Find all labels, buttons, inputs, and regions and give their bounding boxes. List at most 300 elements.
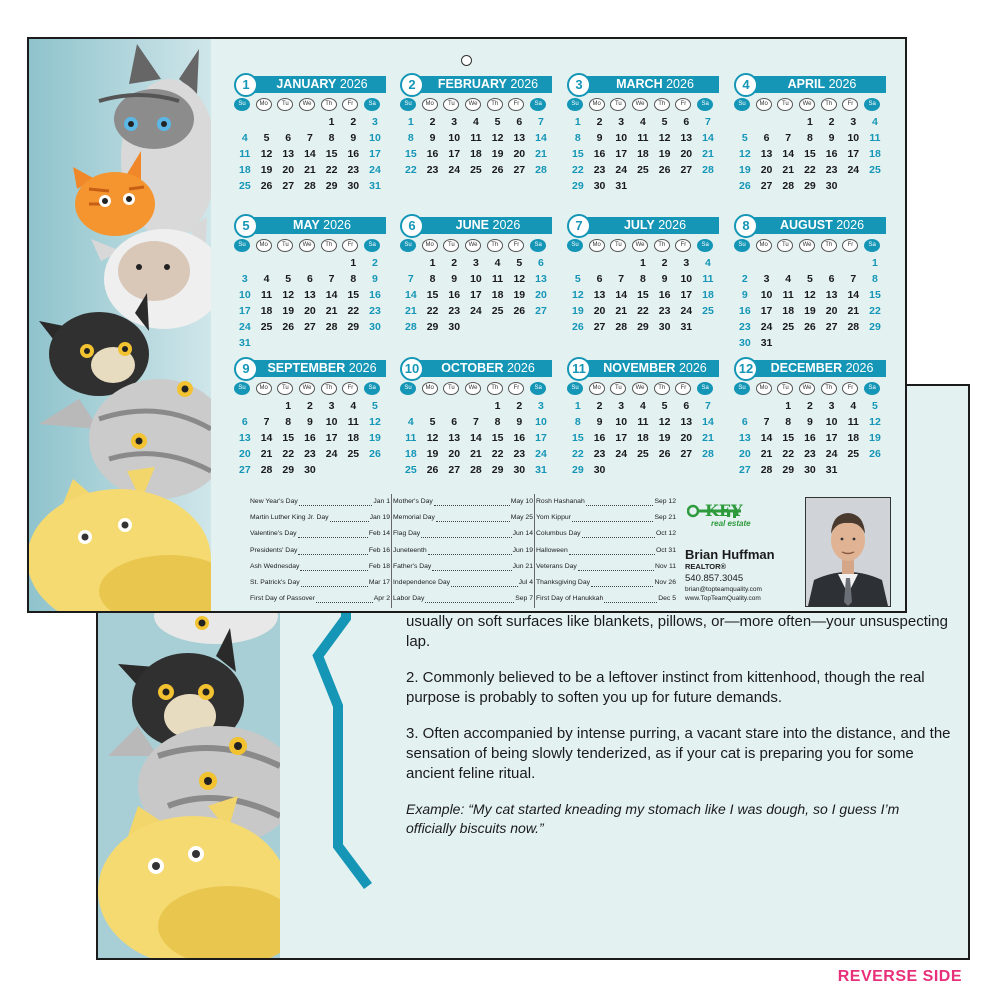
weekday-header: [567, 239, 719, 252]
day-blank: [777, 114, 799, 130]
day-blank: [821, 255, 843, 271]
weekday-label: We: [632, 98, 648, 111]
weekday-label: Su: [234, 239, 250, 252]
holiday-column: [393, 494, 533, 613]
holiday-date: Jan 19: [369, 514, 390, 522]
weekday-label: Mo: [756, 98, 772, 111]
holiday-row: [393, 494, 533, 510]
month-title-bar: [248, 360, 386, 377]
day-cell: 31: [825, 464, 838, 476]
holiday-leader-dots: [582, 611, 654, 613]
day-blank: [234, 114, 256, 130]
day-cell: 11: [847, 416, 859, 428]
day-cell: 30: [804, 464, 816, 476]
holiday-date: Jun 21: [512, 562, 533, 570]
day-cell: 6: [828, 273, 835, 285]
day-blank: [756, 398, 778, 414]
day-cell: 8: [429, 273, 436, 285]
day-cell: 4: [263, 273, 270, 285]
day-cell: 25: [405, 464, 417, 476]
day-cell: 15: [572, 432, 584, 444]
day-cell: 30: [739, 337, 751, 349]
day-cell: 2: [451, 257, 458, 269]
day-cell: 22: [325, 164, 338, 176]
month-header: [734, 357, 886, 379]
day-cell: 1: [574, 400, 581, 412]
day-cell: 12: [513, 273, 526, 285]
day-cell: 22: [782, 448, 795, 460]
day-cell: 6: [741, 416, 748, 428]
weekday-label: Th: [654, 98, 670, 111]
cats-illustration-front: [29, 39, 211, 611]
holiday-leader-dots: [432, 563, 511, 571]
day-cell: 19: [739, 164, 751, 176]
weekday-label: Sa: [864, 239, 880, 252]
month-header: [567, 214, 719, 236]
day-cell: 26: [491, 164, 504, 176]
month-title-bar: [581, 217, 719, 234]
month-year: 2026: [348, 361, 377, 375]
day-cell: 27: [535, 305, 547, 317]
month-name: MAY: [293, 218, 320, 232]
day-blank: [465, 398, 487, 414]
day-cell: 10: [825, 416, 838, 428]
day-cell: 2: [828, 116, 835, 128]
holiday-row: [250, 510, 390, 526]
day-cell: 6: [306, 273, 313, 285]
day-cell: 24: [369, 164, 381, 176]
month-name: DECEMBER: [770, 361, 843, 375]
day-cell: 16: [658, 289, 671, 301]
holiday-name: First Day of Hanukkah: [536, 595, 604, 603]
day-cell: 22: [491, 448, 504, 460]
holiday-leader-dots: [299, 498, 373, 506]
day-cell: 30: [347, 180, 360, 192]
day-cell: 18: [491, 289, 504, 301]
day-cell: 23: [448, 305, 461, 317]
weekday-label: Sa: [364, 239, 380, 252]
holiday-date: Sep 12: [654, 498, 676, 506]
day-cell: 10: [760, 289, 773, 301]
weekday-header: [234, 239, 386, 252]
holiday-row: [536, 575, 676, 591]
day-blank: [277, 114, 299, 130]
weekday-label: Th: [321, 239, 337, 252]
day-cell: 13: [825, 289, 838, 301]
day-cell: 7: [263, 416, 270, 428]
day-cell: 27: [825, 321, 838, 333]
holiday-column: [250, 494, 390, 613]
weekday-label: Sa: [364, 98, 380, 111]
day-blank: [777, 255, 799, 271]
day-cell: 28: [535, 164, 547, 176]
day-cell: 2: [741, 273, 748, 285]
day-cell: 25: [470, 164, 482, 176]
day-cell: 2: [516, 400, 523, 412]
weekday-label: Mo: [256, 239, 272, 252]
holiday-leader-dots: [451, 579, 518, 587]
day-cell: 18: [847, 432, 860, 444]
holiday-name: St. Patrick's Day: [250, 579, 300, 587]
holiday-leader-dots: [578, 563, 654, 571]
day-cell: 17: [680, 289, 693, 301]
weekday-label: Sa: [864, 382, 880, 395]
holiday-date: [361, 610, 390, 613]
day-cell: 21: [304, 164, 316, 176]
day-cell: 30: [658, 321, 671, 333]
holiday-leader-dots: [425, 595, 514, 603]
month-number-badge: 10: [400, 357, 424, 381]
holiday-row: [536, 494, 676, 510]
day-cell: 24: [760, 321, 773, 333]
day-cell: 14: [702, 132, 714, 144]
day-blank: [756, 255, 778, 271]
weekday-label: Th: [321, 382, 337, 395]
day-cell: 20: [680, 148, 693, 160]
day-cell: 9: [661, 273, 668, 285]
month-number-badge: 9: [234, 357, 258, 381]
weekday-label: Th: [654, 239, 670, 252]
weekday-label: Mo: [589, 239, 605, 252]
day-cell: 9: [350, 132, 357, 144]
day-cell: 13: [282, 148, 295, 160]
day-cell: 18: [702, 289, 714, 301]
day-blank: [443, 398, 465, 414]
month-name: JANUARY: [276, 77, 337, 91]
day-cell: 26: [513, 305, 526, 317]
weekday-label: Mo: [256, 382, 272, 395]
weekday-label: Tu: [777, 98, 793, 111]
day-cell: 1: [494, 400, 501, 412]
day-cell: 9: [806, 416, 813, 428]
weekday-label: Su: [567, 98, 583, 111]
weekday-label: Th: [821, 98, 837, 111]
month-year: 2026: [836, 218, 865, 232]
day-cell: 6: [538, 257, 544, 269]
month-header: [400, 357, 552, 379]
holiday-date: Feb 16: [368, 546, 390, 554]
day-cell: 23: [513, 448, 526, 460]
day-cell: 20: [282, 164, 295, 176]
month-header: [567, 73, 719, 95]
day-cell: 25: [782, 321, 795, 333]
weekday-label: We: [632, 239, 648, 252]
day-cell: 5: [372, 400, 378, 412]
agent-name: Brian Huffman: [685, 547, 775, 562]
day-cell: 1: [639, 257, 646, 269]
day-cell: 5: [494, 116, 501, 128]
day-cell: 26: [739, 180, 751, 192]
holiday-separator: [391, 494, 392, 608]
month-title-bar: [414, 217, 552, 234]
holiday-leader-dots: [434, 498, 510, 506]
day-cell: 25: [702, 305, 714, 317]
weekday-label: We: [632, 382, 648, 395]
weekday-label: Sa: [697, 98, 713, 111]
day-blank: [256, 398, 278, 414]
day-cell: 4: [705, 257, 711, 269]
holiday-leader-dots: [436, 514, 510, 522]
month-year: 2026: [339, 77, 368, 91]
weekday-label: Th: [487, 239, 503, 252]
day-cell: 31: [535, 464, 547, 476]
agent-block: [685, 497, 905, 609]
day-cell: 20: [535, 289, 547, 301]
holiday-date: Sep 7: [515, 595, 533, 603]
day-cell: 19: [513, 289, 526, 301]
weekday-header: [734, 382, 886, 395]
day-cell: 4: [494, 257, 501, 269]
weekday-label: Th: [654, 382, 670, 395]
holiday-date: Jul 4: [518, 579, 533, 587]
day-blank: [400, 255, 422, 271]
day-cell: 27: [739, 464, 751, 476]
day-cell: 12: [739, 148, 751, 160]
month-number-badge: 4: [734, 73, 758, 97]
day-cell: 1: [785, 400, 792, 412]
holiday-name: First Day of Passover: [250, 595, 315, 603]
day-cell: 26: [260, 180, 273, 192]
day-cell: 29: [282, 464, 295, 476]
holiday-date: Mar 17: [368, 579, 390, 587]
weekday-label: Su: [400, 382, 416, 395]
day-cell: 18: [782, 305, 795, 317]
weekday-header: [734, 98, 886, 111]
day-cell: 4: [785, 273, 792, 285]
day-cell: 4: [350, 400, 357, 412]
holiday-row: [536, 526, 676, 542]
weekday-label: Su: [234, 382, 250, 395]
weekday-label: We: [465, 98, 481, 111]
day-cell: 8: [350, 273, 357, 285]
holiday-row: [536, 591, 676, 607]
day-grid: [567, 255, 719, 335]
day-cell: 28: [702, 448, 714, 460]
day-cell: 28: [760, 464, 773, 476]
day-cell: 24: [615, 448, 628, 460]
weekday-label: Fr: [675, 98, 691, 111]
month-number-badge: 8: [734, 214, 758, 238]
month-may: [234, 214, 386, 351]
month-title-bar: [748, 76, 886, 93]
month-name: FEBRUARY: [437, 77, 507, 91]
month-number-badge: 5: [234, 214, 258, 238]
day-blank: [234, 255, 256, 271]
holiday-date: Oct 12: [655, 530, 676, 538]
day-cell: 13: [680, 132, 693, 144]
day-cell: 3: [538, 400, 544, 412]
weekday-label: Sa: [364, 382, 380, 395]
holiday-name: Valentine's Day: [250, 530, 297, 538]
weekday-label: Fr: [342, 382, 358, 395]
day-cell: 7: [763, 416, 770, 428]
holiday-leader-dots: [428, 547, 512, 555]
holiday-date: Jan 1: [373, 498, 390, 506]
weekday-label: Mo: [256, 98, 272, 111]
day-cell: 20: [593, 305, 606, 317]
day-cell: 2: [350, 116, 357, 128]
day-cell: 4: [241, 132, 248, 144]
day-cell: 1: [350, 257, 357, 269]
weekday-header: [234, 382, 386, 395]
day-cell: 21: [782, 164, 795, 176]
day-cell: 8: [407, 132, 414, 144]
day-cell: 30: [513, 464, 526, 476]
holiday-leader-dots: [604, 595, 657, 603]
day-cell: 9: [372, 273, 378, 285]
day-cell: 9: [596, 132, 603, 144]
day-cell: 23: [825, 164, 838, 176]
weekday-header: [234, 98, 386, 111]
day-cell: 14: [782, 148, 795, 160]
holiday-date: Dec 5: [658, 595, 676, 603]
month-december: [734, 357, 886, 478]
day-cell: 8: [806, 132, 813, 144]
day-cell: 21: [760, 448, 773, 460]
day-cell: 21: [615, 305, 628, 317]
weekday-label: Tu: [443, 239, 459, 252]
day-cell: 9: [828, 132, 835, 144]
day-cell: 11: [470, 132, 482, 144]
day-cell: 29: [804, 180, 816, 192]
day-cell: 11: [492, 273, 504, 285]
day-cell: 18: [347, 432, 360, 444]
day-cell: 5: [661, 116, 668, 128]
day-grid: [234, 255, 386, 351]
day-cell: 16: [304, 432, 316, 444]
calendar-front-side: [27, 37, 907, 613]
day-cell: 14: [470, 432, 482, 444]
day-cell: 12: [426, 432, 439, 444]
day-cell: 14: [760, 432, 773, 444]
day-blank: [567, 255, 589, 271]
day-cell: 24: [825, 448, 838, 460]
day-cell: 7: [306, 132, 313, 144]
day-cell: 23: [304, 448, 316, 460]
holiday-leader-dots: [428, 611, 511, 613]
weekday-label: Su: [734, 239, 750, 252]
day-cell: 16: [426, 148, 439, 160]
weekday-label: Tu: [610, 98, 626, 111]
holiday-name: Veterans Day: [536, 562, 577, 570]
day-cell: 17: [615, 432, 628, 444]
day-cell: 21: [470, 448, 482, 460]
month-name: JUNE: [455, 218, 490, 232]
day-cell: 21: [702, 148, 714, 160]
holiday-leader-dots: [421, 530, 511, 538]
day-cell: 14: [615, 289, 628, 301]
weekday-label: Su: [734, 98, 750, 111]
day-cell: 12: [804, 289, 816, 301]
holiday-date: Oct 31: [655, 546, 676, 554]
holiday-leader-dots: [301, 579, 368, 587]
day-cell: 20: [448, 448, 461, 460]
month-july: [567, 214, 719, 335]
day-cell: 2: [661, 257, 668, 269]
weekday-header: [400, 239, 552, 252]
weekday-header: [734, 239, 886, 252]
day-cell: 23: [739, 321, 751, 333]
holiday-date: Nov 11: [654, 562, 676, 570]
day-cell: 12: [869, 416, 881, 428]
weekday-label: Fr: [508, 98, 524, 111]
holiday-row: [393, 526, 533, 542]
weekday-label: Tu: [777, 382, 793, 395]
day-cell: 29: [426, 321, 439, 333]
day-cell: 27: [760, 180, 773, 192]
weekday-label: Tu: [777, 239, 793, 252]
day-cell: 15: [426, 289, 439, 301]
day-cell: 5: [285, 273, 292, 285]
day-cell: 28: [325, 321, 338, 333]
month-title-bar: [748, 360, 886, 377]
day-cell: 10: [535, 416, 547, 428]
day-cell: 11: [702, 273, 714, 285]
month-october: [400, 357, 552, 478]
weekday-label: Fr: [842, 98, 858, 111]
day-cell: 3: [828, 400, 835, 412]
day-cell: 31: [369, 180, 381, 192]
month-year: 2026: [492, 218, 521, 232]
day-cell: 25: [637, 164, 649, 176]
day-cell: 8: [872, 273, 878, 285]
day-cell: 3: [451, 116, 458, 128]
weekday-label: Su: [400, 239, 416, 252]
day-cell: 2: [596, 400, 603, 412]
day-cell: 6: [285, 132, 292, 144]
holiday-name: Halloween: [536, 546, 568, 554]
day-cell: 23: [347, 164, 360, 176]
day-cell: 26: [658, 164, 671, 176]
holiday-name: Rosh Hashanah: [536, 498, 585, 506]
day-cell: 15: [325, 148, 338, 160]
weekday-label: Th: [821, 239, 837, 252]
day-cell: 13: [739, 432, 751, 444]
day-cell: 17: [239, 305, 251, 317]
day-cell: 31: [680, 321, 693, 333]
weekday-label: We: [299, 239, 315, 252]
weekday-label: Th: [321, 98, 337, 111]
day-cell: 16: [369, 289, 381, 301]
day-cell: 15: [491, 432, 504, 444]
day-cell: 29: [782, 464, 795, 476]
day-cell: 26: [369, 448, 381, 460]
day-cell: 28: [304, 180, 316, 192]
holiday-row: [250, 575, 390, 591]
day-cell: 19: [572, 305, 584, 317]
day-cell: 25: [239, 180, 251, 192]
day-cell: 7: [850, 273, 857, 285]
agent-portrait: [806, 498, 890, 606]
day-cell: 20: [304, 305, 316, 317]
day-cell: 12: [369, 416, 381, 428]
weekday-label: Sa: [530, 239, 546, 252]
day-blank: [299, 114, 321, 130]
holiday-leader-dots: [586, 498, 654, 506]
day-cell: 21: [325, 305, 338, 317]
day-cell: 28: [405, 321, 417, 333]
day-cell: 7: [618, 273, 625, 285]
weekday-label: Tu: [610, 382, 626, 395]
month-title-bar: [248, 76, 386, 93]
day-cell: 5: [516, 257, 523, 269]
day-cell: 18: [869, 148, 881, 160]
holiday-column: [536, 494, 676, 613]
month-number-badge: 12: [734, 357, 758, 381]
month-number-badge: 2: [400, 73, 424, 97]
day-cell: 2: [806, 400, 813, 412]
day-cell: 26: [869, 448, 881, 460]
